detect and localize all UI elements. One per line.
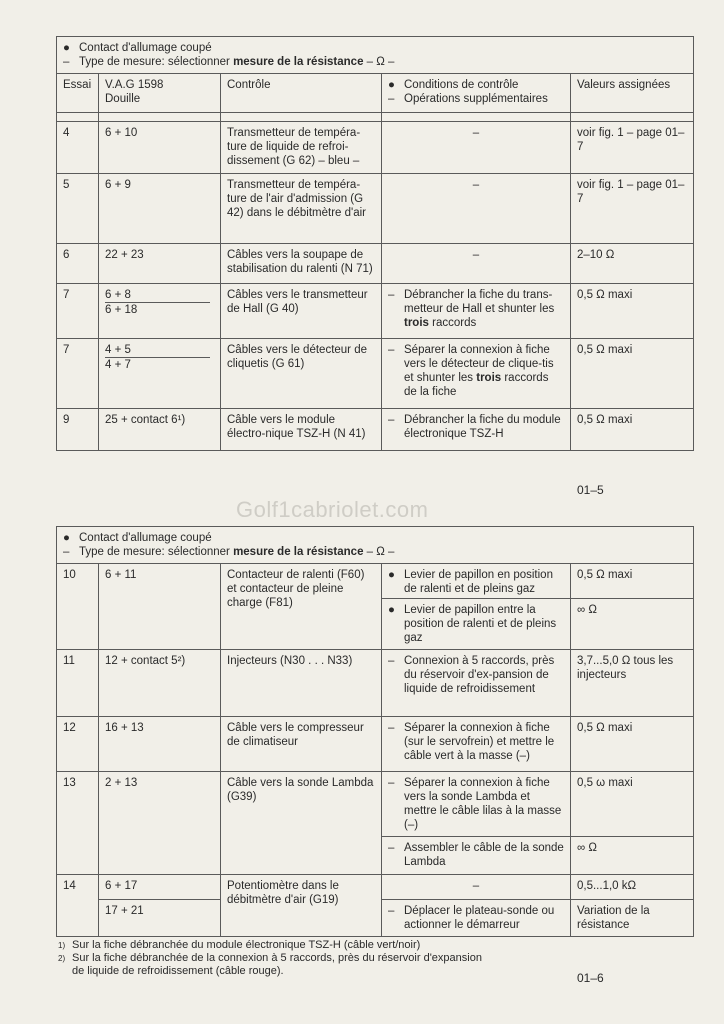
column-headers: [57, 74, 694, 113]
bullet-icon: ●: [388, 604, 395, 616]
page-number: 01–5: [577, 483, 604, 497]
table-row: 14 6 + 17 17 + 21 Potentiomètre dans le débitmètre d'air (G19) – – Déplacer le plateau-sonde ou actionner le démarreur 0,5...1,0 kΩ Variation de la résistance: [57, 875, 694, 937]
table-row: 13 2 + 13 Câble vers la sonde Lambda (G39) – Séparer la connexion à fiche vers la sonde Lambda et mettre le câble lilas à la masse (–) – Assembler le câble de la sonde Lambda 0,5 ω maxi ∞ Ω: [57, 772, 694, 875]
col-values: Valeurs assignées: [571, 74, 694, 113]
page-number: 01–6: [577, 971, 604, 985]
col-vag: V.A.G 1598 Douille: [99, 74, 221, 113]
resistance-table-1: [56, 36, 694, 451]
col-check: Contrôle: [221, 74, 382, 113]
table-row: 12 16 + 13 Câble vers le compresseur de climatiseur – Séparer la connexion à fiche (sur le servofrein) et mettre le câble vert à la masse (–) 0,5 Ω maxi: [57, 717, 694, 772]
table-row: 9 25 + contact 6¹) Câble vers le module électro-nique TSZ-H (N 41) – Débrancher la fiche du module électronique TSZ-H 0,5 Ω maxi: [57, 409, 694, 451]
table-row: 7 6 + 8 6 + 18 Câbles vers le transmetteur de Hall (G 40) – Débrancher la fiche du trans-metteur de Hall et shunter les trois raccords 0,5 Ω maxi: [57, 284, 694, 339]
footnote: 1) Sur la fiche débranchée du module électronique TSZ-H (câble vert/noir): [58, 939, 421, 951]
resistance-table-2: [56, 526, 694, 937]
table-row: 7 4 + 5 4 + 7 Câbles vers le détecteur de cliquetis (G 61) – Séparer la connexion à fiche vers le détecteur de clique-tis et shunter les trois raccords de la fiche 0,5 Ω maxi: [57, 339, 694, 409]
bullet-icon: ●: [388, 79, 395, 91]
table-row: 11 12 + contact 5²) Injecteurs (N30 . . . N33) – Connexion à 5 raccords, près du réservoir d'ex-pansion de liquide de refroidissement 3,7...5,0 Ω tous les injecteurs: [57, 650, 694, 717]
table-row: 4 6 + 10 Transmetteur de tempéra-ture de liquide de refroi-dissement (G 62) – bleu – – voir fig. 1 – page 01–7: [57, 122, 694, 174]
col-test: Essai: [57, 74, 99, 113]
table-row: 6 22 + 23 Câbles vers la soupape de stabilisation du ralenti (N 71) – 2–10 Ω: [57, 244, 694, 284]
table-row: 10 6 + 11 Contacteur de ralenti (F60) et contacteur de pleine charge (F81) ● Levier de papillon en position de ralenti et de pleins gaz ● Levier de papillon entre la position de ralenti et de pleins gaz 0,5 Ω maxi ∞ Ω: [57, 564, 694, 650]
col-conditions: ● Conditions de contrôle – Opérations supplémentaires: [382, 74, 571, 113]
bullet-icon: ●: [63, 42, 70, 54]
spacer-row: [57, 113, 694, 122]
table-row: 5 6 + 9 Transmetteur de tempéra-ture de l'air d'admission (G 42) dans le débitmètre d'air – voir fig. 1 – page 01–7: [57, 174, 694, 244]
table-header-conditions: ● Contact d'allumage coupé – Type de mesure: sélectionner mesure de la résistance – Ω –: [57, 527, 694, 564]
footnotes: [58, 939, 488, 978]
table-header-conditions: ● Contact d'allumage coupé – Type de mesure: sélectionner mesure de la résistance – Ω –: [57, 37, 694, 74]
footnote: 2) Sur la fiche débranchée de la connexion à 5 raccords, près du réservoir d'expansion de liquide de refroidissement (câble rouge).: [58, 952, 482, 977]
bullet-icon: ●: [63, 532, 70, 544]
bullet-icon: ●: [388, 569, 395, 581]
watermark: Golf1cabriolet.com: [236, 497, 429, 522]
